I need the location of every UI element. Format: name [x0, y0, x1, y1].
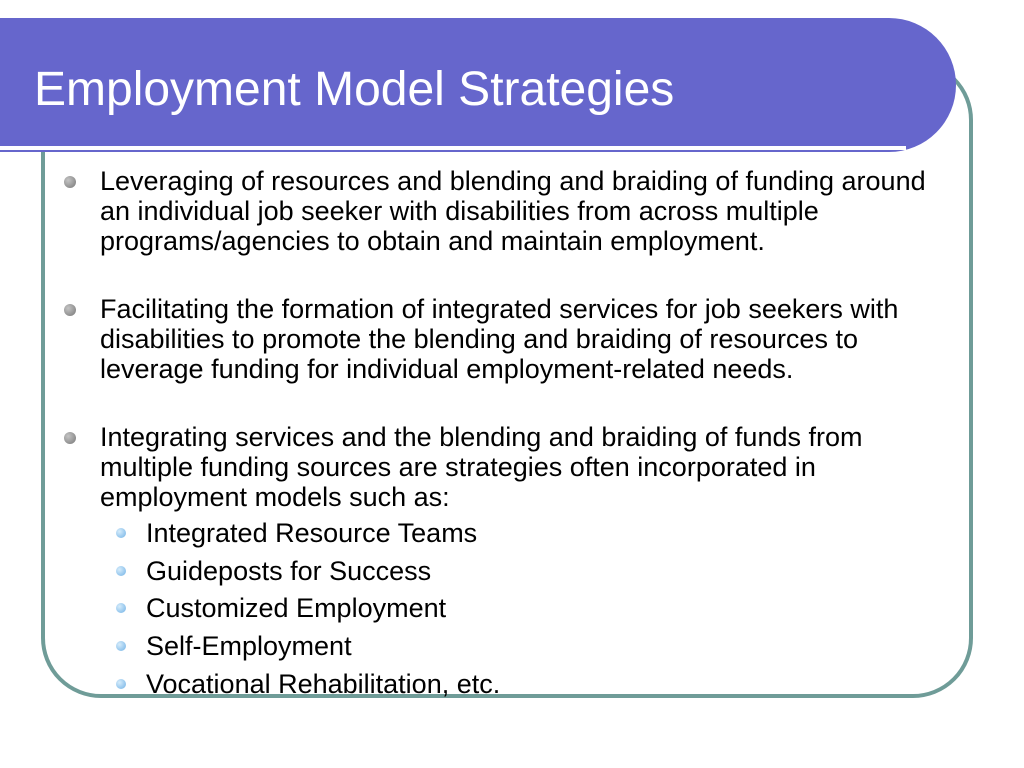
bullet-item [100, 166, 940, 256]
sub-bullet-item [146, 518, 926, 548]
sub-bullet-item [146, 593, 926, 623]
sub-bullet-text: Guideposts for Success [146, 556, 432, 586]
bullet-item [100, 294, 940, 384]
sub-bullet-dot-icon [116, 566, 126, 576]
sub-bullet-item [146, 631, 926, 661]
bullet-item [100, 422, 940, 512]
sub-bullet-dot-icon [116, 528, 126, 538]
bullet-text: Facilitating the formation of integrated services for job seekers with disabilities to promote the blending and braiding of resources to leverage funding for individual employment-related needs. [100, 294, 899, 384]
sub-bullet-text: Self-Employment [146, 631, 352, 661]
sub-bullet-text: Vocational Rehabilitation, etc. [146, 669, 501, 699]
sub-bullet-dot-icon [116, 641, 126, 651]
slide-title: Employment Model Strategies [34, 63, 675, 116]
sub-bullet-dot-icon [116, 679, 126, 689]
bullet-text: Integrating services and the blending and braiding of funds from multiple funding sources are strategies often incorporated in employment models such as: [100, 422, 863, 512]
bullet-text: Leveraging of resources and blending and braiding of funding around an individual job seeker with disabilities from across multiple programs/agencies to obtain and maintain employment. [100, 166, 926, 256]
sub-bullet-text: Integrated Resource Teams [146, 518, 478, 548]
bullet-dot-icon [64, 432, 76, 444]
sub-bullet-dot-icon [116, 603, 126, 613]
sub-bullet-item [146, 669, 926, 699]
bullet-dot-icon [64, 304, 76, 316]
sub-bullet-text: Customized Employment [146, 593, 447, 623]
bullet-dot-icon [64, 176, 76, 188]
sub-bullet-item [146, 556, 926, 586]
